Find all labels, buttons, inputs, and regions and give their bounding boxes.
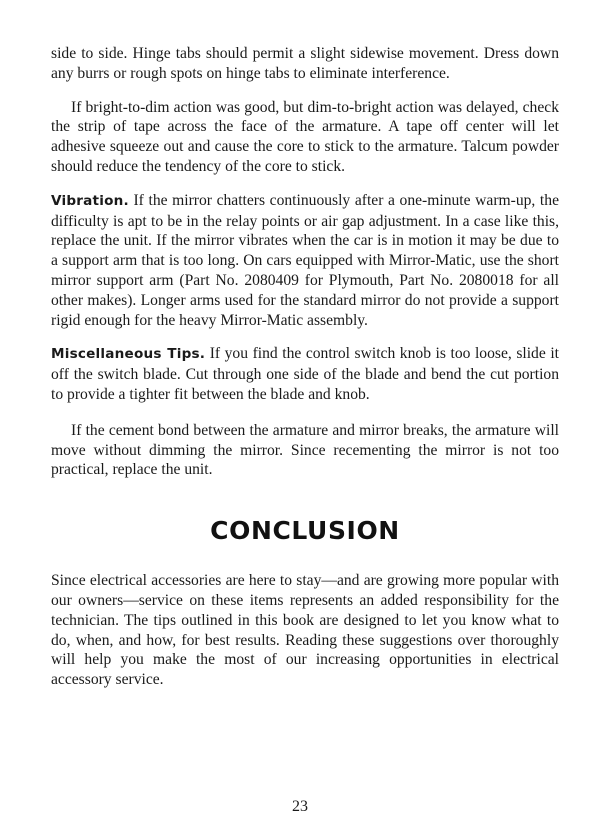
conclusion-paragraph: Since electrical accessories are here to stay—and are growing more popular with our owners—service on these items represents an added responsibility for the technician. The tips outlined in this book are designed to let you know what to do, when, and how, for best results. Reading these suggestions over thoroughly will help you make the most of our increasing opportunities in electrical accessory service.: [51, 572, 559, 689]
bright-to-dim-paragraph: If bright-to-dim action was good, but dim-to-bright action was delayed, check the strip of tape across the face of the armature. A tape off center will let adhesive squeeze out and cause the core to stick to the armature. Talcum powder should reduce the tendency of the core to stick.: [51, 98, 559, 175]
page-body: [51, 44, 559, 690]
misc-tips-text: If you find the control switch knob is too loose, slide it off the switch blade. Cut through one side of the blade and bend the cut portion to provide a tighter fit between the blade and knob.: [51, 345, 559, 403]
cement-bond-paragraph: If the cement bond between the armature and mirror breaks, the armature will move without dimming the mirror. Since recementing the mirror is not too practical, replace the unit.: [51, 421, 559, 479]
vibration-paragraph: [51, 191, 559, 331]
vibration-heading: Vibration.: [51, 192, 129, 209]
page-number: 23: [292, 798, 308, 815]
conclusion-heading: CONCLUSION: [210, 516, 400, 546]
misc-tips-paragraph: [51, 344, 559, 404]
misc-tips-heading: Miscellaneous Tips.: [51, 346, 206, 363]
vibration-text: If the mirror chatters continuously after a one-minute warm-up, the difficulty is apt to be in the relay points or air gap adjustment. In a case like this, replace the unit. If the mirror vibrates when the car is in motion it may be due to a support arm that is too long. On cars equipped with Mirror-Matic, use the short mirror support arm (Part No. 2080409 for Plymouth, Part No. 2080018 for all other makes). Longer arms used for the standard mirror do not provide a support rigid enough for the heavy Mirror-Matic assembly.: [51, 191, 559, 329]
hinge-tabs-paragraph: side to side. Hinge tabs should permit a slight sidewise movement. Dress down any burrs or rough spots on hinge tabs to eliminate interference.: [51, 45, 559, 82]
